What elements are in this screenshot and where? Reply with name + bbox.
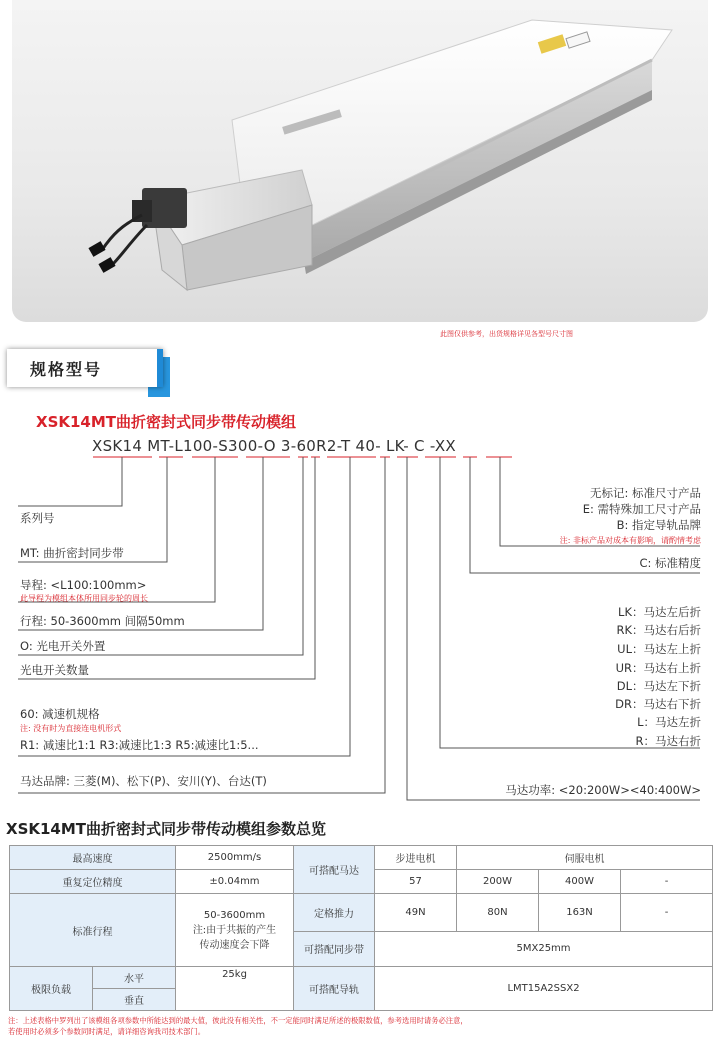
cell-thrust-label: 定格推力	[294, 894, 375, 931]
stroke-line-1: 50-3600mm	[203, 909, 266, 921]
cell-belt: 5MX25mm	[375, 931, 713, 966]
label-motor-power: 马达功率: <20:200W><40:400W>	[505, 783, 701, 797]
note-mark: 注: 非标产品对成本有影响，请酌情考虑	[559, 536, 701, 545]
label-mount-l: L：马达左折	[637, 715, 701, 729]
cell-thrust-80: 80N	[457, 894, 539, 931]
cell-servo: 伺服电机	[457, 846, 713, 870]
label-no-mark: 无标记: 标准尺寸产品	[589, 486, 701, 500]
stroke-line-2: 注:由于共振的产生	[192, 924, 277, 936]
cell-stroke	[176, 894, 294, 967]
cell-thrust-dash: -	[621, 894, 713, 931]
cell-rail: LMT15A2SSX2	[375, 966, 713, 1010]
label-lead: 导程: <L100:100mm>	[20, 578, 147, 592]
label-mount-dl: DL：马达左下折	[616, 679, 701, 693]
cell-load: 25kg	[176, 966, 294, 1010]
model-code: XSK14 MT-L100-S300-O 3-60R2-T 40- LK- C -XX	[92, 437, 456, 455]
label-sensor-position: O: 光电开关外置	[20, 639, 106, 653]
footnote-line-2: 若使用时必须多个参数同时满足，请详细咨询我司技术部门。	[8, 1027, 206, 1036]
label-b-mark: B: 指定导轨品牌	[616, 518, 701, 532]
label-precision: C: 标准精度	[639, 556, 701, 570]
cell-belt-label: 可搭配同步带	[294, 931, 375, 966]
label-stroke: 行程: 50-3600mm 间隔50mm	[20, 614, 185, 628]
section-heading-title: 规格型号	[30, 360, 103, 379]
label-mount-r: R：马达右折	[635, 734, 701, 748]
footnote-line-1: 注：上述表格中罗列出了该模组各项参数中所能达到的最大值，彼此没有相关性，不一定能同时满足所述的极限数值，参考选用时请务必注意，	[8, 1016, 468, 1025]
label-ratio: R1: 减速比1:1 R3:减速比1:3 R5:减速比1:5...	[20, 738, 259, 752]
cell-rail-label: 可搭配导轨	[294, 966, 375, 1010]
cell-thrust-49: 49N	[375, 894, 457, 931]
cell-load-label: 极限负载	[10, 966, 93, 1010]
params-title: XSK14MT曲折密封式同步带传动模组参数总览	[6, 820, 327, 838]
footnote	[8, 1015, 713, 1037]
cell-max-speed: 2500mm/s	[176, 846, 294, 870]
cell-motor-57: 57	[375, 870, 457, 894]
cell-horizontal: 水平	[93, 966, 176, 988]
label-reducer: 60: 减速机规格	[20, 707, 100, 721]
label-mt: MT: 曲折密封同步带	[20, 546, 124, 560]
cell-vertical: 垂直	[93, 988, 176, 1010]
cell-motor-label: 可搭配马达	[294, 846, 375, 894]
cell-repeat: ±0.04mm	[176, 870, 294, 894]
model-title: XSK14MT曲折密封式同步带传动模组	[36, 413, 297, 431]
label-mount-ul: UL：马达左上折	[617, 642, 701, 656]
cell-stepper: 步进电机	[375, 846, 457, 870]
cell-thrust-163: 163N	[539, 894, 621, 931]
label-series: 系列号	[20, 511, 55, 525]
cell-motor-400w: 400W	[539, 870, 621, 894]
label-mount-dr: DR：马达右下折	[615, 697, 701, 711]
label-e-mark: E: 需特殊加工尺寸产品	[582, 502, 701, 516]
cell-stroke-label: 标准行程	[10, 894, 176, 967]
label-mount-ur: UR：马达右上折	[615, 661, 701, 675]
params-table	[9, 845, 713, 1011]
cell-motor-200w: 200W	[457, 870, 539, 894]
label-mount-rk: RK：马达右后折	[616, 623, 701, 637]
photo-disclaimer: 此图仅供参考，出货规格详见各型号尺寸图	[440, 330, 573, 338]
label-mount-lk: LK：马达左后折	[618, 605, 701, 619]
label-motor-brand: 马达品牌: 三菱(M)、松下(P)、安川(Y)、台达(T)	[20, 774, 267, 788]
cell-repeat-label: 重复定位精度	[10, 870, 176, 894]
note-lead: 此导程为模组本体所用同步轮的周长	[20, 594, 148, 603]
note-reducer: 注: 没有时为直接连电机形式	[20, 724, 122, 733]
cell-max-speed-label: 最高速度	[10, 846, 176, 870]
stroke-line-3: 传动速度会下降	[199, 939, 270, 951]
cell-motor-dash: -	[621, 870, 713, 894]
label-sensor-quantity: 光电开关数量	[20, 663, 89, 677]
